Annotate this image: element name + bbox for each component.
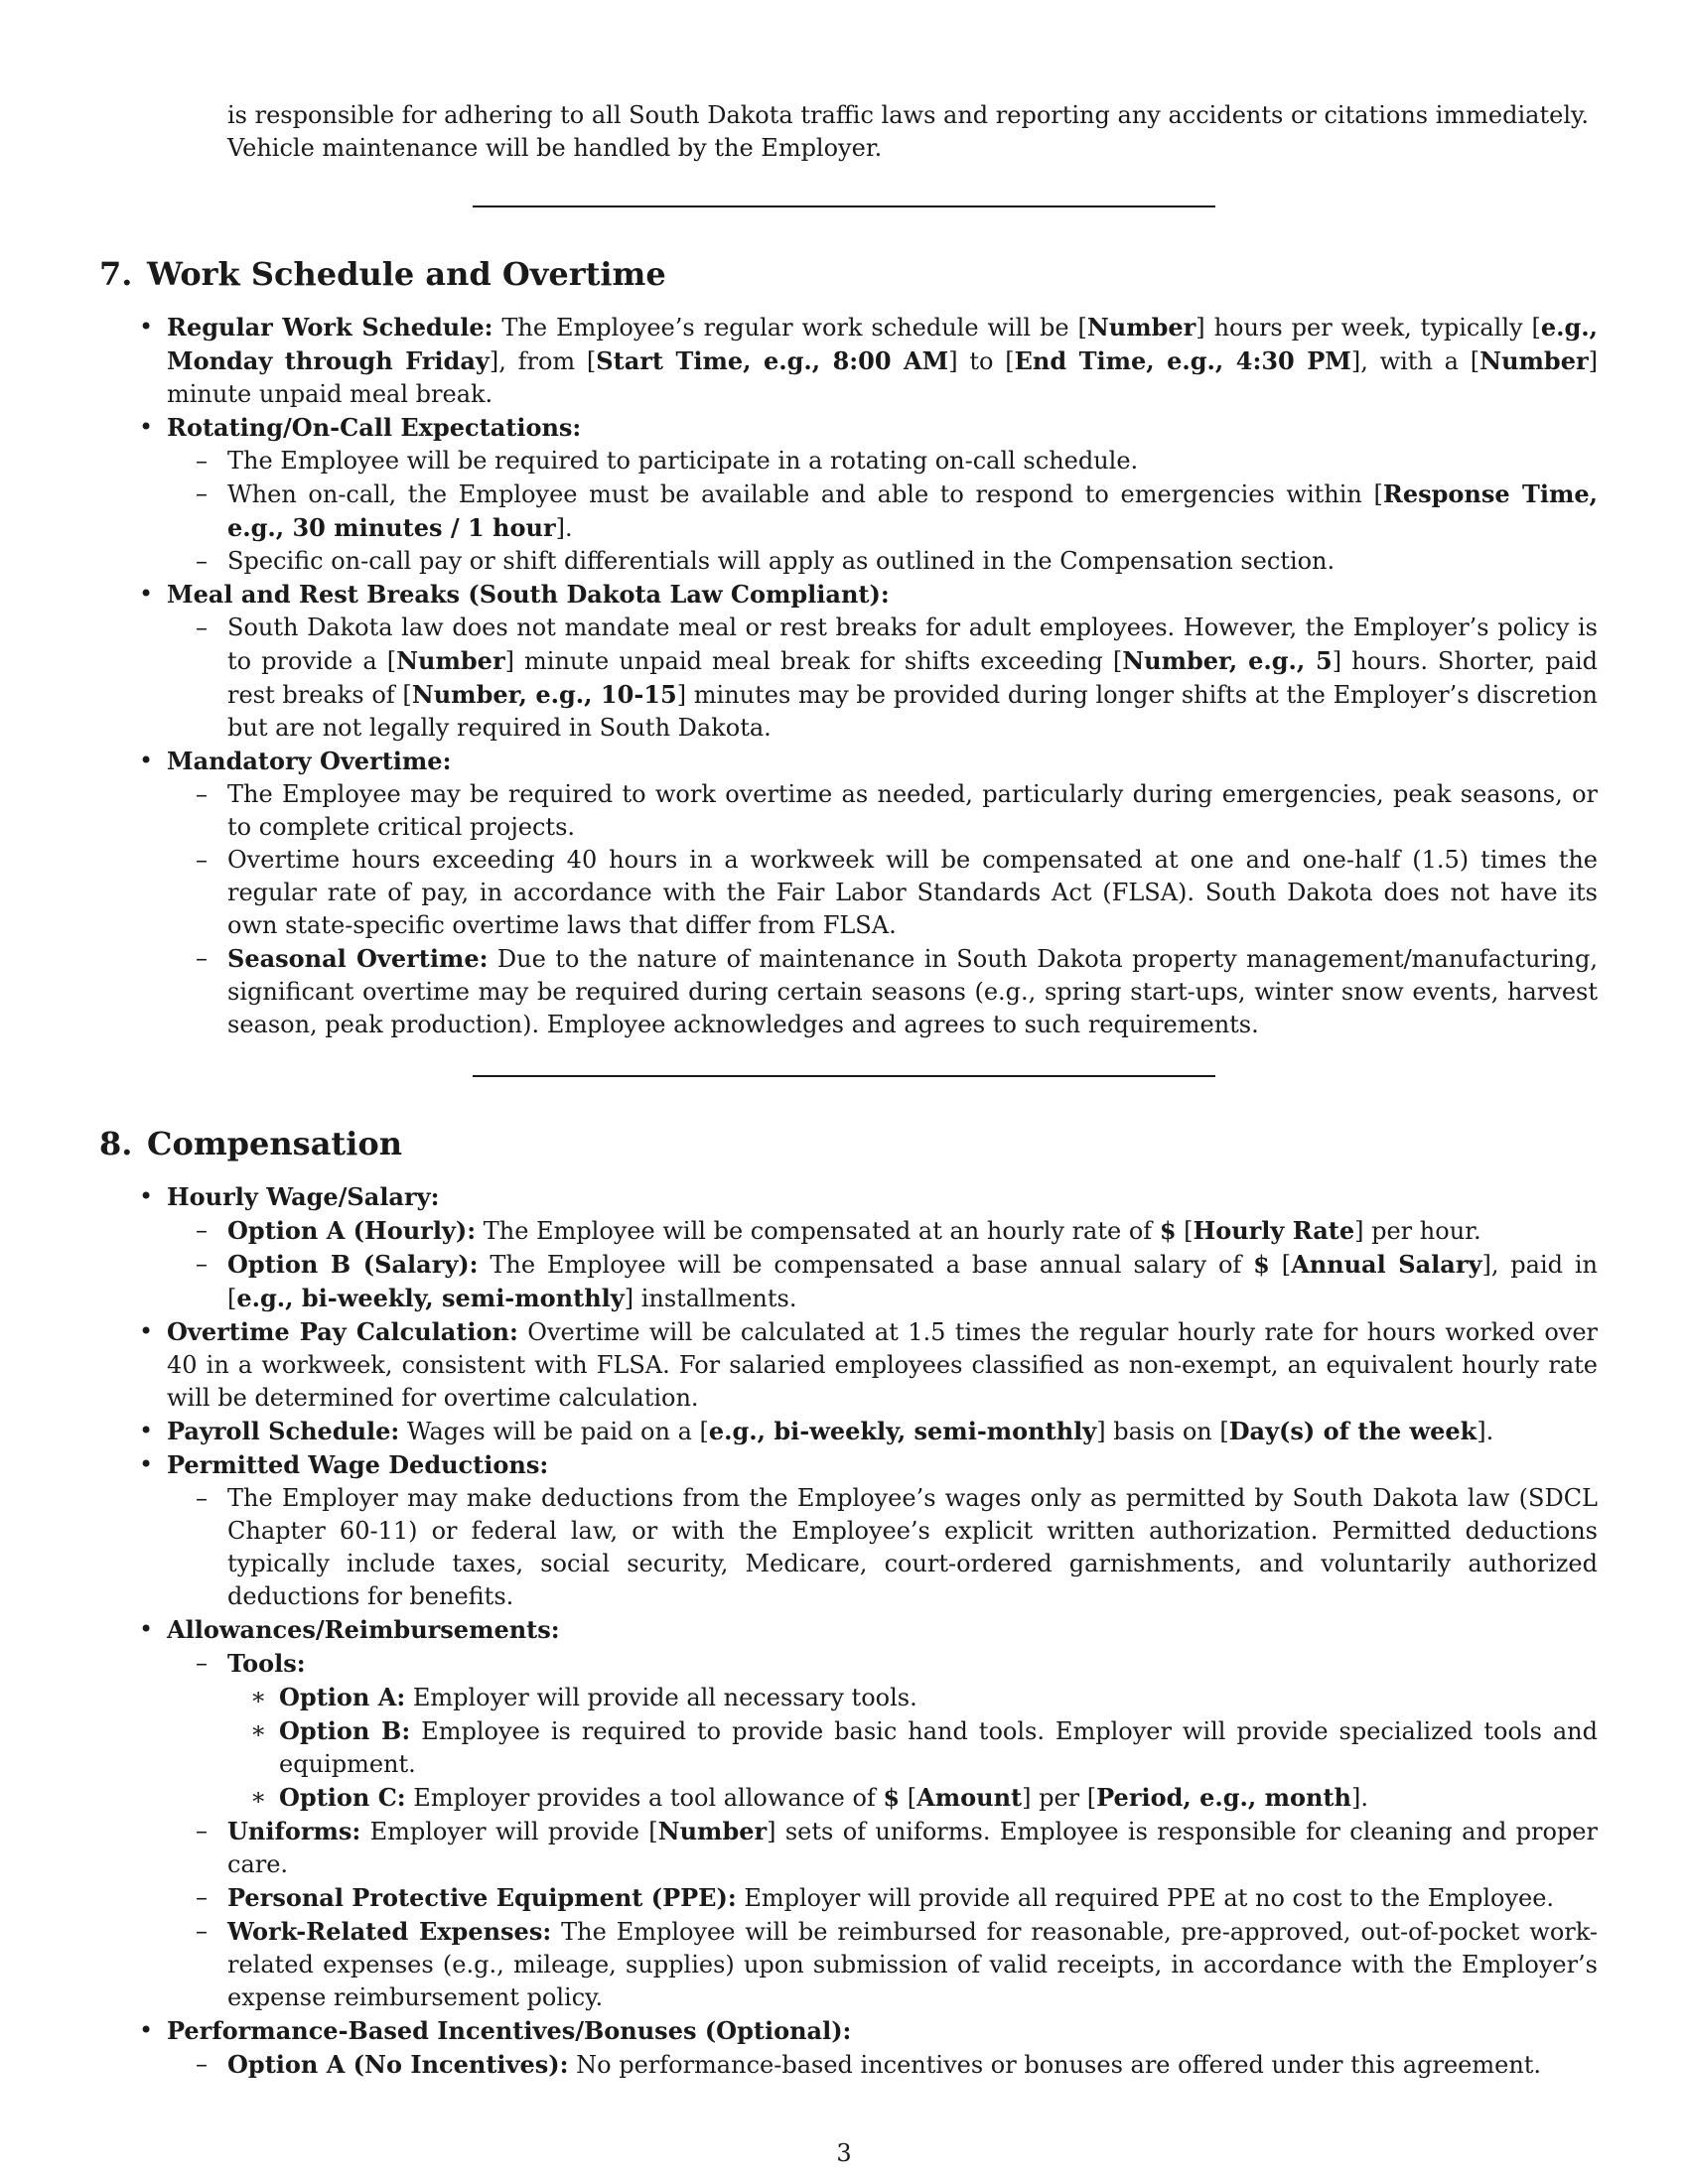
list-item: ∗ Option A: Employer will provide all necessary tools. bbox=[279, 1681, 1598, 1714]
meal-rest-breaks-item: • Meal and Rest Breaks (South Dakota Law Compliant): – South Dakota law does not mandate meal or rest breaks for adult employees. However, the Employer’s policy is to provide a [Number] minute unpaid meal break for shifts exceeding [Number, e.g., 5] hours. Shorter, paid rest breaks of [Number, e.g., 10-15] minutes may be provided during longer shifts at the Employer’s discretion but are not legally required in South Dakota. bbox=[167, 578, 1598, 745]
section-8-title: Compensation bbox=[147, 1125, 402, 1162]
overtime-pay-calculation-item: • Overtime Pay Calculation: Overtime will be calculated at 1.5 times the regular hourly rate for hours worked over 40 in a workweek, consistent with FLSA. For salaried employees classified as non-exempt, an equivalent hourly rate will be determined for overtime calculation. bbox=[167, 1315, 1598, 1415]
section-8-heading bbox=[99, 1124, 402, 1163]
intro-line-1: is responsible for adhering to all South Dakota traffic laws and reporting any accidents or citations immediately. bbox=[227, 101, 1589, 129]
section-7-number: 7. bbox=[99, 255, 133, 293]
tools-options-list bbox=[279, 1681, 1598, 1815]
list-item: – South Dakota law does not mandate meal or rest breaks for adult employees. However, the Employer’s policy is to provide a [Number] minute unpaid meal break for shifts exceeding [Number, e.g., 5] hours. Shorter, paid rest breaks of [Number, e.g., 10-15] minutes may be provided during longer shifts at the Employer’s discretion but are not legally required in South Dakota. bbox=[227, 612, 1598, 745]
list-item: – Work-Related Expenses: The Employee will be reimbursed for reasonable, pre-approved, out-of-pocket work-related expenses (e.g., mileage, supplies) upon submission of valid receipts, in accordance with the Employer’s expense reimbursement policy. bbox=[227, 1915, 1598, 2014]
performance-incentives-item: • Performance-Based Incentives/Bonuses (Optional): – Option A (No Incentives): No performance-based incentives or bonuses are offered under this agreement. bbox=[167, 2014, 1598, 2082]
section-divider-2 bbox=[473, 1075, 1215, 1077]
deductions-sublist bbox=[227, 1482, 1598, 1613]
on-call-sublist bbox=[227, 445, 1598, 578]
section-divider-1 bbox=[473, 205, 1215, 207]
permitted-wage-deductions-item: • Permitted Wage Deductions: – The Employer may make deductions from the Employee’s wages only as permitted by South Dakota law (SDCL Chapter 60-11) or federal law, or with the Employee’s explicit written authorization. Permitted deductions typically include taxes, social security, Medicare, court-ordered garnishments, and voluntarily authorized deductions for benefits. bbox=[167, 1448, 1598, 1613]
list-item: – Specific on-call pay or shift differentials will apply as outlined in the Compensation section. bbox=[227, 545, 1598, 578]
list-item: – The Employer may make deductions from the Employee’s wages only as permitted by South Dakota law (SDCL Chapter 60-11) or federal law, or with the Employee’s explicit written authorization. Permitted deductions typically include taxes, social security, Medicare, court-ordered garnishments, and voluntarily authorized deductions for benefits. bbox=[227, 1482, 1598, 1613]
breaks-sublist bbox=[227, 612, 1598, 745]
page-number: 3 bbox=[836, 2139, 852, 2167]
payroll-schedule-item: • Payroll Schedule: Wages will be paid on a [e.g., bi-weekly, semi-monthly] basis on [Day(s) of the week]. bbox=[167, 1415, 1598, 1448]
list-item: ∗ Option B: Employee is required to provide basic hand tools. Employer will provide specialized tools and equipment. bbox=[279, 1714, 1598, 1781]
section-7-heading bbox=[99, 254, 666, 294]
list-item: – The Employee will be required to participate in a rotating on-call schedule. bbox=[227, 445, 1598, 478]
wage-sublist bbox=[227, 1214, 1598, 1315]
section-7-title: Work Schedule and Overtime bbox=[147, 255, 666, 293]
section-8-number: 8. bbox=[99, 1125, 133, 1162]
overtime-sublist bbox=[227, 778, 1598, 1041]
list-item: – Option B (Salary): The Employee will be compensated a base annual salary of $ [Annual Salary], paid in [e.g., bi-weekly, semi-monthly] installments. bbox=[227, 1248, 1598, 1315]
list-item: – Personal Protective Equipment (PPE): Employer will provide all required PPE at no cost to the Employee. bbox=[227, 1881, 1598, 1915]
list-item: – The Employee may be required to work overtime as needed, particularly during emergencies, peak seasons, or to complete critical projects. bbox=[227, 778, 1598, 844]
allowances-reimbursements-item: • Allowances/Reimbursements: – Tools: ∗ Option A: Employer will provide all necessary tools. ∗ Option B: Employee is required to provide basic hand tools. Employer will provide specialized tools and equipment. ∗ Option C: Employer provides a tool allowance of $ [Amount] per [Period, e.g., month]. – Uniforms: Employer will provide [Number] sets of uniforms. Employee is responsible for cleaning and proper care. – Personal Protective Equipment (PPE): Employer will provide all required PPE at no cost to the Employee. – Work-Related Expenses: The Employee will be reimbursed for reasonable, pre-approved, out-of-pocket work-related expenses (e.g., mileage, supplies) upon submission of valid receipts, in accordance with the Employer’s expense reimbursement policy. bbox=[167, 1613, 1598, 2014]
list-item: ∗ Option C: Employer provides a tool allowance of $ [Amount] per [Period, e.g., month]. bbox=[279, 1781, 1598, 1815]
on-call-expectations-item: • Rotating/On-Call Expectations: – The Employee will be required to participate in a rotating on-call schedule. – When on-call, the Employee must be available and able to respond to emergencies within [Response Time, e.g., 30 minutes / 1 hour]. – Specific on-call pay or shift differentials will apply as outlined in the Compensation section. bbox=[167, 411, 1598, 578]
list-item: – Option A (No Incentives): No performance-based incentives or bonuses are offered under this agreement. bbox=[227, 2048, 1598, 2082]
section-8-list bbox=[167, 1180, 1598, 2082]
regular-work-schedule-item: • Regular Work Schedule: The Employee’s regular work schedule will be [Number] hours per week, typically [e.g., Monday through Friday], from [Start Time, e.g., 8:00 AM] to [End Time, e.g., 4:30 PM], with a [Number] minute unpaid meal break. bbox=[167, 311, 1598, 411]
incentives-sublist bbox=[227, 2048, 1598, 2082]
tools-item: – Tools: ∗ Option A: Employer will provide all necessary tools. ∗ Option B: Employee is required to provide basic hand tools. Employer will provide specialized tools and equipment. ∗ Option C: Employer provides a tool allowance of $ [Amount] per [Period, e.g., month]. bbox=[227, 1647, 1598, 1815]
section-7-list bbox=[167, 311, 1598, 1041]
mandatory-overtime-item: • Mandatory Overtime: – The Employee may be required to work overtime as needed, particularly during emergencies, peak seasons, or to complete critical projects. – Overtime hours exceeding 40 hours in a workweek will be compensated at one and one-half (1.5) times the regular rate of pay, in accordance with the Fair Labor Standards Act (FLSA). South Dakota does not have its own state-specific overtime laws that differ from FLSA. – Seasonal Overtime: Due to the nature of maintenance in South Dakota property management/manufacturing, significant overtime may be required during certain seasons (e.g., spring start-ups, winter snow events, harvest season, peak production). Employee acknowledges and agrees to such requirements. bbox=[167, 745, 1598, 1041]
list-item: – Seasonal Overtime: Due to the nature of maintenance in South Dakota property management/manufacturing, significant overtime may be required during certain seasons (e.g., spring start-ups, winter snow events, harvest season, peak production). Employee acknowledges and agrees to such requirements. bbox=[227, 942, 1598, 1041]
list-item: – Option A (Hourly): The Employee will be compensated at an hourly rate of $ [Hourly Rate] per hour. bbox=[227, 1214, 1598, 1248]
allowances-sublist bbox=[227, 1647, 1598, 2014]
intro-paragraph bbox=[227, 99, 1598, 165]
intro-line-2: Vehicle maintenance will be handled by the Employer. bbox=[227, 134, 883, 162]
hourly-wage-salary-item: • Hourly Wage/Salary: – Option A (Hourly): The Employee will be compensated at an hourly rate of $ [Hourly Rate] per hour. – Option B (Salary): The Employee will be compensated a base annual salary of $ [Annual Salary], paid in [e.g., bi-weekly, semi-monthly] installments. bbox=[167, 1180, 1598, 1315]
list-item: – Overtime hours exceeding 40 hours in a workweek will be compensated at one and one-half (1.5) times the regular rate of pay, in accordance with the Fair Labor Standards Act (FLSA). South Dakota does not have its own state-specific overtime laws that differ from FLSA. bbox=[227, 844, 1598, 942]
list-item: – When on-call, the Employee must be available and able to respond to emergencies within [Response Time, e.g., 30 minutes / 1 hour]. bbox=[227, 478, 1598, 545]
list-item: – Uniforms: Employer will provide [Number] sets of uniforms. Employee is responsible for cleaning and proper care. bbox=[227, 1815, 1598, 1881]
